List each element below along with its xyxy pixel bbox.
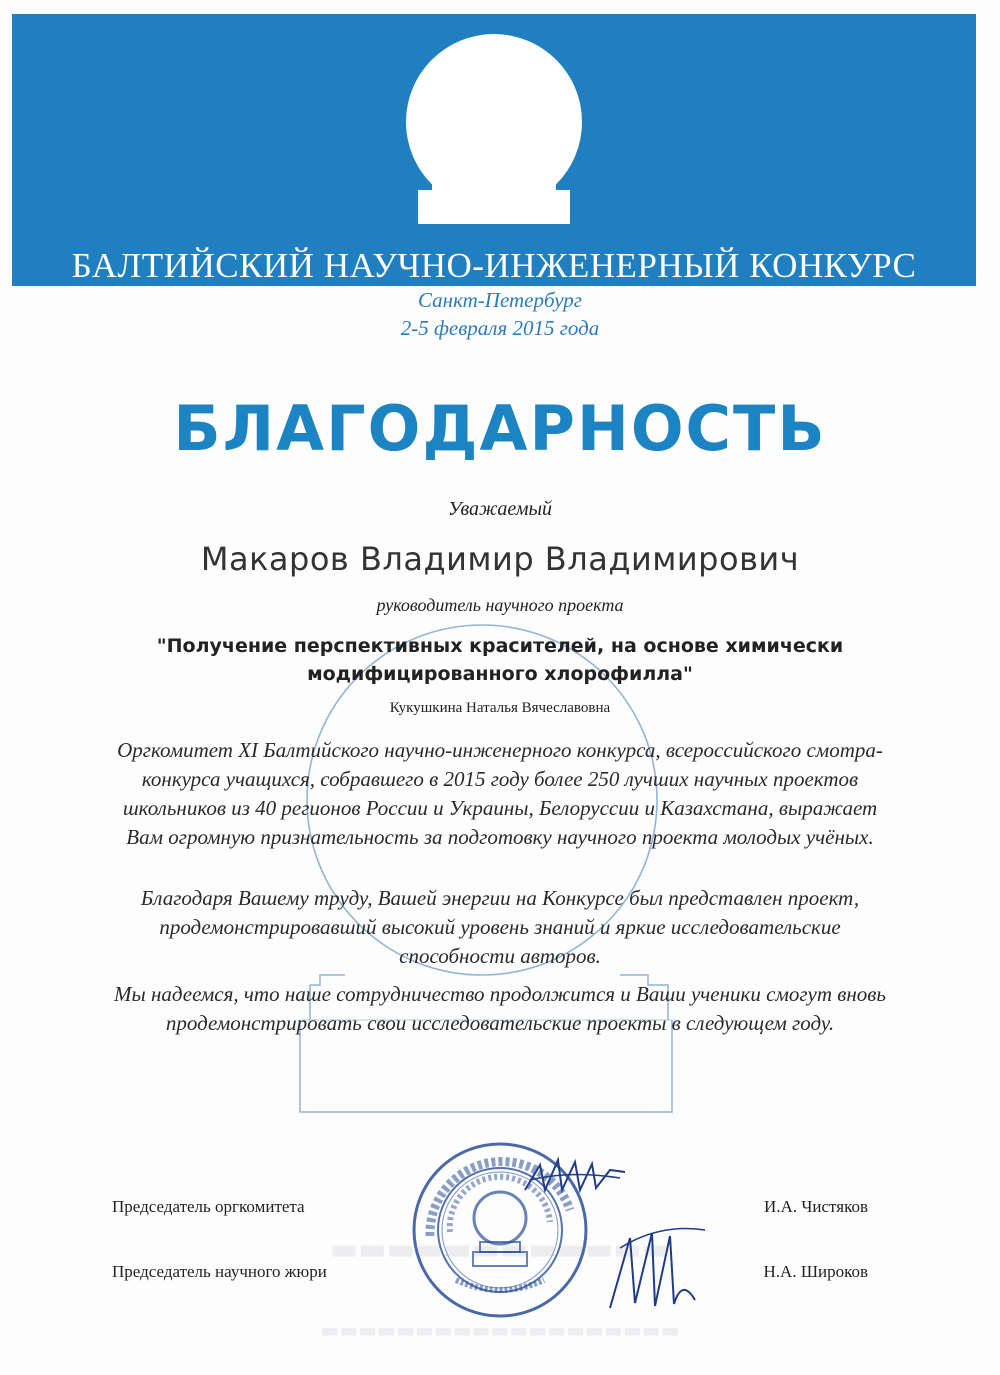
event-city: Санкт-Петербург [418, 288, 582, 312]
project-author: Кукушкина Наталья Вячеславовна [389, 700, 611, 716]
recipient-name: Макаров Владимир Владимирович [200, 540, 800, 578]
salutation: Уважаемый [447, 498, 553, 520]
body-paragraph-3: Мы надеемся, что наше сотрудничество продолжится и Ваши ученики смогут вновь продемонстрировать свои исследовательские проекты в следующем году. [114, 982, 886, 1035]
bleed-through-decoration: ▬▬▬▬▬▬▬▬▬▬▬▬ [329, 1232, 671, 1267]
body-paragraph-1: Оргкомитет XI Балтийского научно-инженерного конкурса, всероссийского смотра-конкурса учащихся, собравшего в 2015 году более 250 лучших научных проектов школьников из 40 регионов России и Украины, Белоруссии и Казахстана, выражает Вам огромную признательность за подготовку научного проекта молодых учёных. [117, 738, 883, 849]
certificate-heading: БЛАГОДАРНОСТЬ [173, 392, 827, 465]
signature-label-jury: Председатель научного жюри [112, 1262, 327, 1281]
signature-name-organizing-committee: И.А. Чистяков [764, 1197, 868, 1216]
bleed-through-decoration: ▬▬▬▬▬▬▬▬▬▬▬▬▬▬▬▬▬▬▬ [320, 1318, 680, 1342]
event-dates: 2-5 февраля 2015 года [400, 316, 600, 340]
signature-label-organizing-committee: Председатель оргкомитета [112, 1197, 305, 1216]
header-banner [12, 14, 976, 286]
signature-name-jury: Н.А. Широков [763, 1262, 868, 1281]
signature-chairman-icon [520, 1150, 630, 1210]
recipient-role: руководитель научного проекта [376, 595, 624, 615]
project-title-line1: "Получение перспективных красителей, на основе химически [156, 635, 844, 657]
signature-jury-icon [600, 1218, 710, 1318]
project-title-line2: модифицированного хлорофилла" [307, 663, 693, 685]
contest-title: БАЛТИЙСКИЙ НАУЧНО-ИНЖЕНЕРНЫЙ КОНКУРС [71, 246, 917, 285]
body-paragraph-2: Благодаря Вашему труду, Вашей энергии на Конкурсе был представлен проект, продемонстрировавший высокий уровень знаний и яркие исследовательские способности авторов. [140, 886, 860, 968]
project-title [0, 632, 1000, 688]
